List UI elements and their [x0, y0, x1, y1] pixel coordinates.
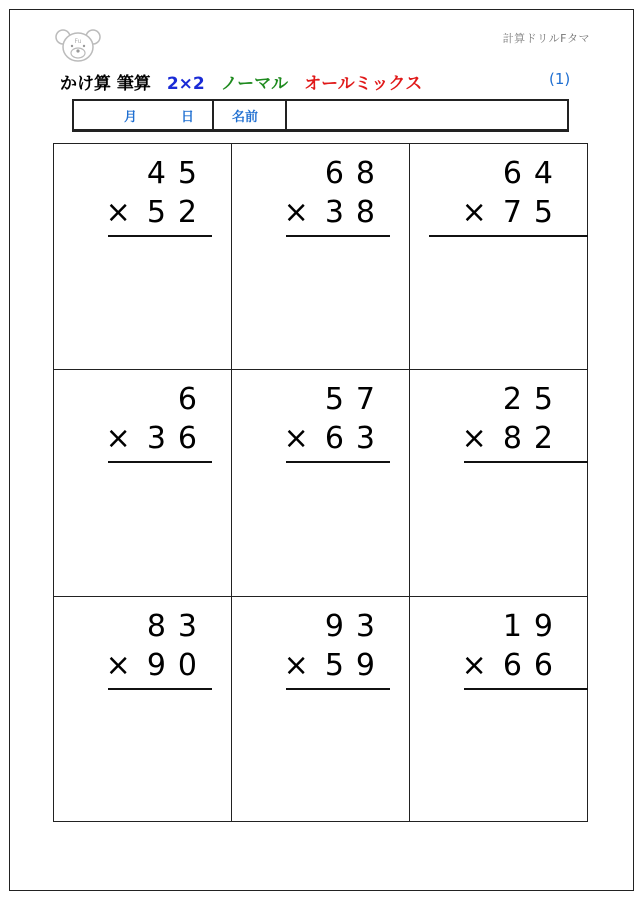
title-part-digits: 2×2: [166, 74, 205, 94]
page-number: (1): [549, 70, 571, 88]
date-field[interactable]: [74, 101, 214, 129]
multiplier-row: [462, 648, 565, 683]
multiplier-row: [462, 195, 565, 230]
multiply-sign: ×: [283, 195, 321, 230]
answer-line: [286, 461, 390, 463]
multiplicand: 57: [324, 382, 387, 417]
multiplier: 38: [324, 195, 387, 230]
multiplier: 75: [502, 195, 565, 230]
multiplier: 63: [324, 421, 387, 456]
problem-cell[interactable]: [232, 370, 410, 597]
multiplicand: 25: [502, 382, 565, 417]
answer-line: [464, 461, 588, 463]
multiply-sign: ×: [461, 421, 499, 456]
logo-text: Fu: [74, 38, 82, 45]
multiplicand: 64: [502, 156, 565, 191]
title-part-mode: オールミックス: [304, 74, 423, 94]
multiplicand: 83: [146, 609, 209, 644]
problem-cell[interactable]: [410, 597, 587, 821]
multiply-sign: ×: [105, 195, 143, 230]
multiplier: 82: [502, 421, 565, 456]
answer-line: [108, 461, 212, 463]
problem-cell[interactable]: [232, 144, 410, 370]
multiplier: 90: [146, 648, 209, 683]
multiplier-row: [284, 421, 387, 456]
bear-face-icon: [54, 28, 102, 64]
answer-line: [464, 688, 588, 690]
multiplier: 59: [324, 648, 387, 683]
answer-line: [108, 235, 212, 237]
info-bar: [72, 99, 569, 132]
multiply-sign: ×: [283, 421, 321, 456]
multiplier-row: [106, 648, 209, 683]
problem-cell[interactable]: [410, 370, 587, 597]
month-label: 月: [124, 109, 138, 125]
multiply-sign: ×: [461, 648, 499, 683]
worksheet-title: [60, 69, 432, 94]
problem-cell[interactable]: [410, 144, 587, 370]
problem-cell[interactable]: [54, 597, 232, 821]
multiplicand: 93: [324, 609, 387, 644]
name-label: 名前: [214, 101, 287, 129]
multiply-sign: ×: [105, 648, 143, 683]
multiplier-row: [284, 648, 387, 683]
day-label: 日: [181, 109, 195, 125]
multiplier-row: [284, 195, 387, 230]
multiplier: 36: [146, 421, 209, 456]
name-field[interactable]: [287, 101, 567, 129]
multiplier-row: [106, 195, 209, 230]
title-part-operation: かけ算 筆算: [60, 74, 151, 94]
answer-line: [429, 235, 588, 237]
multiply-sign: ×: [105, 421, 143, 456]
problem-grid: [53, 143, 588, 822]
problem-cell[interactable]: [232, 597, 410, 821]
multiplier-row: [106, 421, 209, 456]
multiplier: 52: [146, 195, 209, 230]
multiply-sign: ×: [283, 648, 321, 683]
multiply-sign: ×: [461, 195, 499, 230]
multiplicand: 19: [502, 609, 565, 644]
problem-cell[interactable]: [54, 370, 232, 597]
multiplier-row: [462, 421, 565, 456]
multiplicand: 68: [324, 156, 387, 191]
answer-line: [108, 688, 212, 690]
multiplicand: 45: [146, 156, 209, 191]
multiplier: 66: [502, 648, 565, 683]
answer-line: [286, 235, 390, 237]
multiplicand: 6: [177, 382, 209, 417]
answer-line: [286, 688, 390, 690]
title-part-level: ノーマル: [220, 74, 289, 94]
problem-cell[interactable]: [54, 144, 232, 370]
brand-label: 計算ドリルFタマ: [502, 32, 590, 45]
